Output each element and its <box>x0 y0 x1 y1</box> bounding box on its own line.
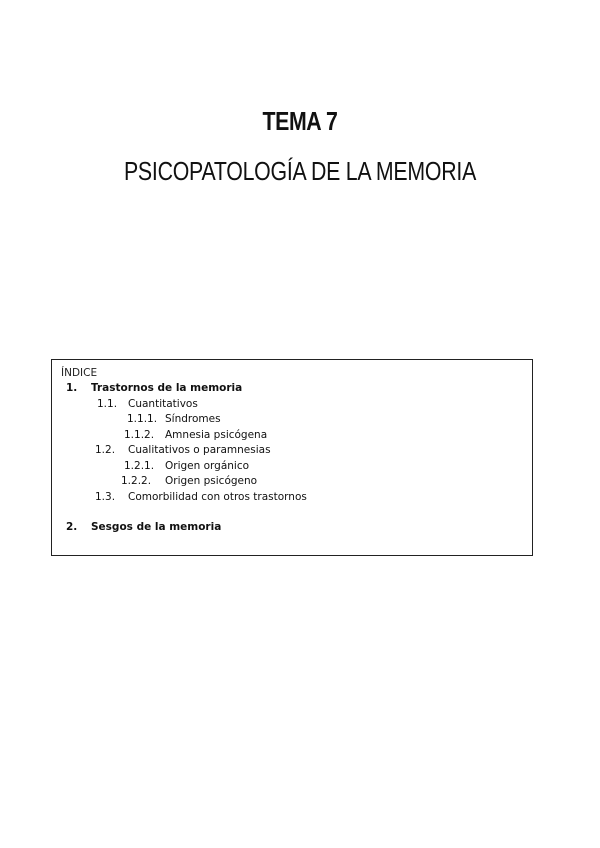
toc-entry-number: 1.1. <box>97 398 118 410</box>
toc-entry-number: 1.2. <box>95 444 116 456</box>
page-subtitle: PSICOPATOLOGÍA DE LA MEMORIA <box>123 156 477 186</box>
toc-entry-text: Comorbilidad con otros trastornos <box>128 491 307 503</box>
toc-entry-text: Cualitativos o paramnesias <box>128 444 271 456</box>
toc-entry-number: 1.1.2. <box>124 429 155 441</box>
page-title: TEMA 7 <box>262 106 338 136</box>
toc-entry-number: 1.2.1. <box>124 460 155 472</box>
toc-entry-number: 1.2.2. <box>121 475 152 487</box>
toc-entry-text: Origen orgánico <box>165 460 250 472</box>
index-heading: ÍNDICE <box>61 367 98 379</box>
toc-entry-text: Amnesia psicógena <box>165 429 268 441</box>
table-of-contents <box>51 359 533 556</box>
toc-entry-text: Sesgos de la memoria <box>91 521 222 533</box>
toc-entry-number: 2. <box>66 521 78 533</box>
toc-entry-text: Trastornos de la memoria <box>91 382 243 394</box>
toc-entry-text: Origen psicógeno <box>165 475 258 487</box>
toc-entry-text: Cuantitativos <box>128 398 198 410</box>
toc-entry-number: 1.1.1. <box>127 413 158 425</box>
toc-entry-number: 1.3. <box>95 491 116 503</box>
toc-entry-number: 1. <box>66 382 78 394</box>
toc-entry-text: Síndromes <box>165 413 221 425</box>
